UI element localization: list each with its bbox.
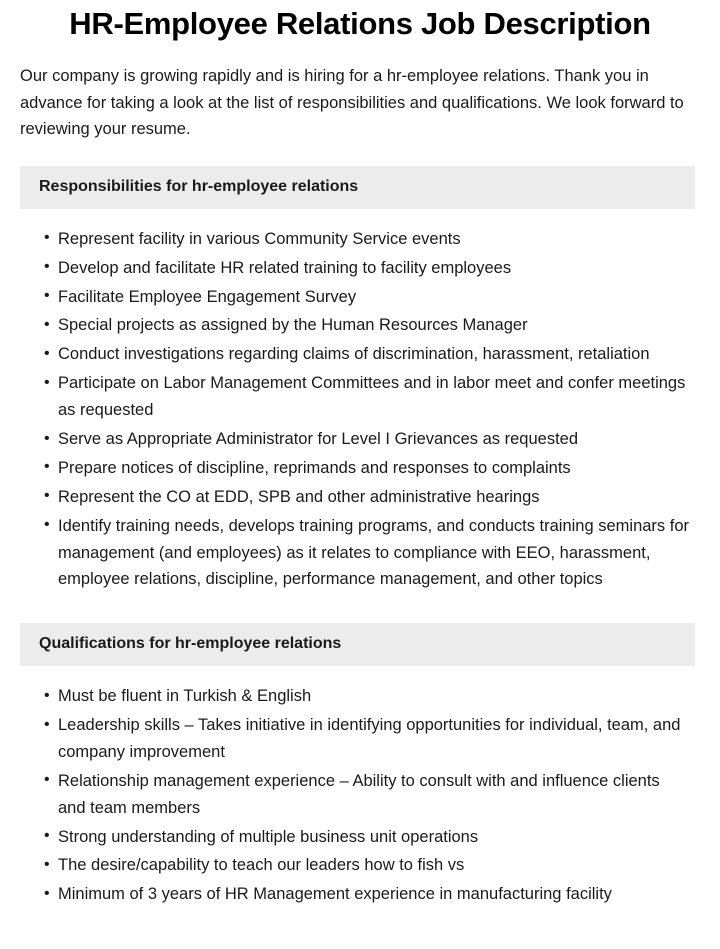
section-responsibilities	[0, 166, 720, 593]
list-item: • Leadership skills – Takes initiative in identifying opportunities for individual, team, and company improvement	[44, 712, 690, 766]
section-heading-responsibilities: Responsibilities for hr-employee relations	[20, 166, 695, 209]
list-item: • Relationship management experience – Ability to consult with and influence clients and team members	[44, 768, 690, 822]
list-item: • Represent facility in various Community Service events	[44, 226, 690, 253]
section-heading-qualifications: Qualifications for hr-employee relations	[20, 623, 695, 666]
section-qualifications	[0, 623, 720, 908]
qualifications-list	[0, 666, 720, 908]
list-item: • Develop and facilitate HR related training to facility employees	[44, 255, 690, 282]
intro-paragraph: Our company is growing rapidly and is hiring for a hr-employee relations. Thank you in advance for taking a look at the list of responsibilities and qualifications. We look forward to reviewing your resume.	[20, 66, 684, 139]
page-title: HR-Employee Relations Job Description	[69, 6, 651, 41]
list-item: • Identify training needs, develops training programs, and conducts training seminars for management (and employees) as it relates to compliance with EEO, harassment, employee relations, discipline, performance management, and other topics	[44, 513, 690, 594]
list-item: • Facilitate Employee Engagement Survey	[44, 284, 690, 311]
list-item: • Serve as Appropriate Administrator for Level I Grievances as requested	[44, 426, 690, 453]
list-item: • Conduct investigations regarding claims of discrimination, harassment, retaliation	[44, 341, 690, 368]
list-item: • The desire/capability to teach our leaders how to fish vs	[44, 852, 690, 879]
list-item: • Strong understanding of multiple business unit operations	[44, 824, 690, 851]
list-item: • Prepare notices of discipline, reprimands and responses to complaints	[44, 455, 690, 482]
list-item: • Represent the CO at EDD, SPB and other administrative hearings	[44, 484, 690, 511]
list-item: • Must be fluent in Turkish & English	[44, 683, 690, 710]
list-item: • Participate on Labor Management Committees and in labor meet and confer meetings as requested	[44, 370, 690, 424]
list-item: • Special projects as assigned by the Human Resources Manager	[44, 312, 690, 339]
responsibilities-list	[0, 209, 720, 594]
list-item: • Minimum of 3 years of HR Management experience in manufacturing facility	[44, 881, 690, 908]
